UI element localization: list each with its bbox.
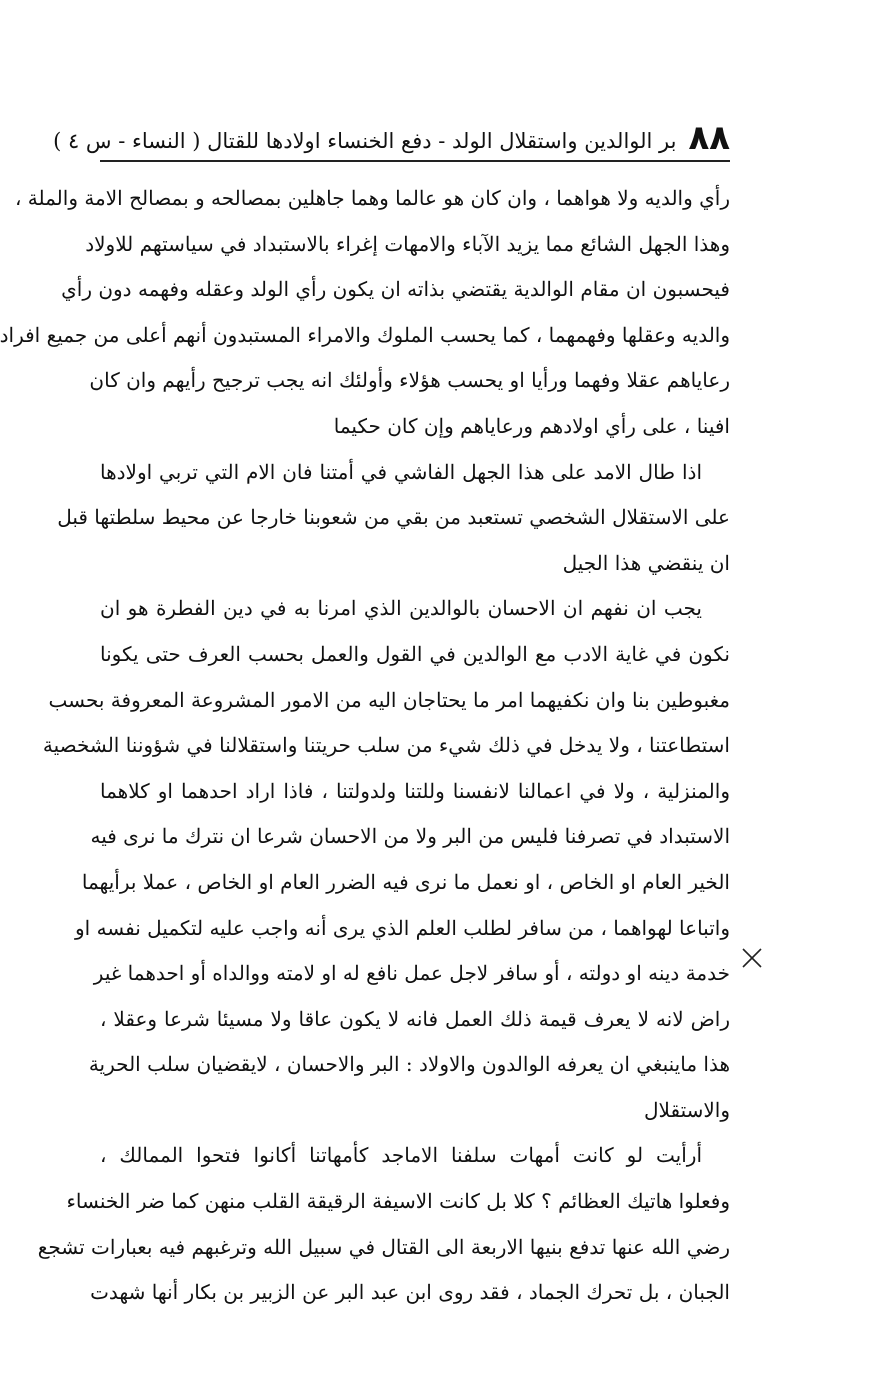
text-line: راض لانه لا يعرف قيمة ذلك العمل فانه لا يكون عاقا ولا مسيئا شرعا وعقلا ، — [100, 1006, 730, 1031]
text-line: وفعلوا هاتيك العظائم ؟ كلا بل كانت الاسيفة الرقيقة القلب منهن كما ضر الخنساء — [66, 1189, 730, 1214]
text-line: اذا طال الامد على هذا الجهل الفاشي في أمتنا فان الام التي تربي اولادها — [100, 459, 702, 484]
text-line: على الاستقلال الشخصي تستعبد من بقي من شعوبنا خارجا عن محيط سلطتها قبل — [57, 505, 730, 530]
text-line: نكون في غاية الادب مع الوالدين في القول والعمل بحسب العرف حتى يكونا — [100, 641, 730, 666]
text-line: يجب ان نفهم ان الاحسان بالوالدين الذي امرنا به في دين الفطرة هو ان — [100, 596, 702, 621]
running-head: بر الوالدين واستقلال الولد - دفع الخنساء اولادها للقتال ( النساء - س ٤ ) — [53, 129, 677, 153]
text-line: رأي والديه ولا هواهما ، وان كان هو عالما وهما جاهلين بمصالحه و بمصالح الامة والملة ، — [14, 186, 730, 210]
text-line: والاستقلال — [644, 1097, 730, 1122]
text-line: هذا ماينبغي ان يعرفه الوالدون والاولاد : البر والاحسان ، لايقضيان سلب الحرية — [88, 1052, 730, 1077]
text-line: فيحسبون ان مقام الوالدية يقتضي بذاته ان يكون رأي الولد وعقله وفهمه دون رأي — [61, 277, 730, 302]
text-line: مغبوطين بنا وان نكفيهما امر ما يحتاجان اليه من الامور المشروعة المعروفة بحسب — [48, 687, 730, 712]
text-line: رضي الله عنها تدفع بنيها الاربعة الى القتال في سبيل الله وترغبهم فيه بعبارات تشجع — [37, 1234, 730, 1259]
text-line: استطاعتنا ، ولا يدخل في ذلك شيء من سلب حريتنا واستقلالنا في شؤوننا الشخصية — [42, 733, 730, 758]
page-header — [53, 112, 730, 158]
text-line: ان ينقضي هذا الجيل — [562, 550, 730, 575]
margin-x-mark — [740, 946, 764, 970]
text-line: والمنزلية ، ولا في اعمالنا لانفسنا وللتنا ولدولتنا ، فاذا اراد احدهما او كلاهما — [100, 778, 730, 803]
header-rule — [100, 160, 730, 162]
text-line: خدمة دينه او دولته ، أو سافر لاجل عمل نافع له او لامته ووالداه أو احدهما غير — [93, 961, 730, 986]
text-line: والديه وعقلها وفهمهما ، كما يحسب الملوك والامراء المستبدون أنهم أعلى من جميع افراد — [0, 322, 730, 347]
text-line: وهذا الجهل الشائع مما يزيد الآباء والامهات إغراء بالاستبداد في سياستهم للاولاد — [85, 231, 730, 256]
text-line: رعاياهم عقلا وفهما ورأيا او يحسب هؤلاء وأولئك انه يجب ترجيح رأيهم وان كان — [89, 368, 730, 393]
text-line: أرأيت لو كانت أمهات سلفنا الاماجد كأمهاتنا أكانوا فتحوا الممالك ، — [100, 1143, 703, 1168]
page-number: ٨٨ — [688, 118, 730, 158]
text-line: الجبان ، بل تحرك الجماد ، فقد روى ابن عبد البر عن الزبير بن بكار أنها شهدت — [90, 1280, 730, 1305]
body-text — [0, 176, 730, 1316]
text-line: واتباعا لهواهما ، من سافر لطلب العلم الذي يرى أنه واجب عليه لتكميل نفسه او — [75, 915, 730, 940]
text-line: الخير العام او الخاص ، او نعمل ما نرى فيه الضرر العام او الخاص ، عملا برأيهما — [81, 869, 730, 894]
text-line: افينا ، على رأي اولادهم ورعاياهم وإن كان حكيما — [333, 413, 730, 438]
text-line: الاستبداد في تصرفنا فليس من البر ولا من الاحسان شرعا ان نترك ما نرى فيه — [90, 824, 730, 849]
